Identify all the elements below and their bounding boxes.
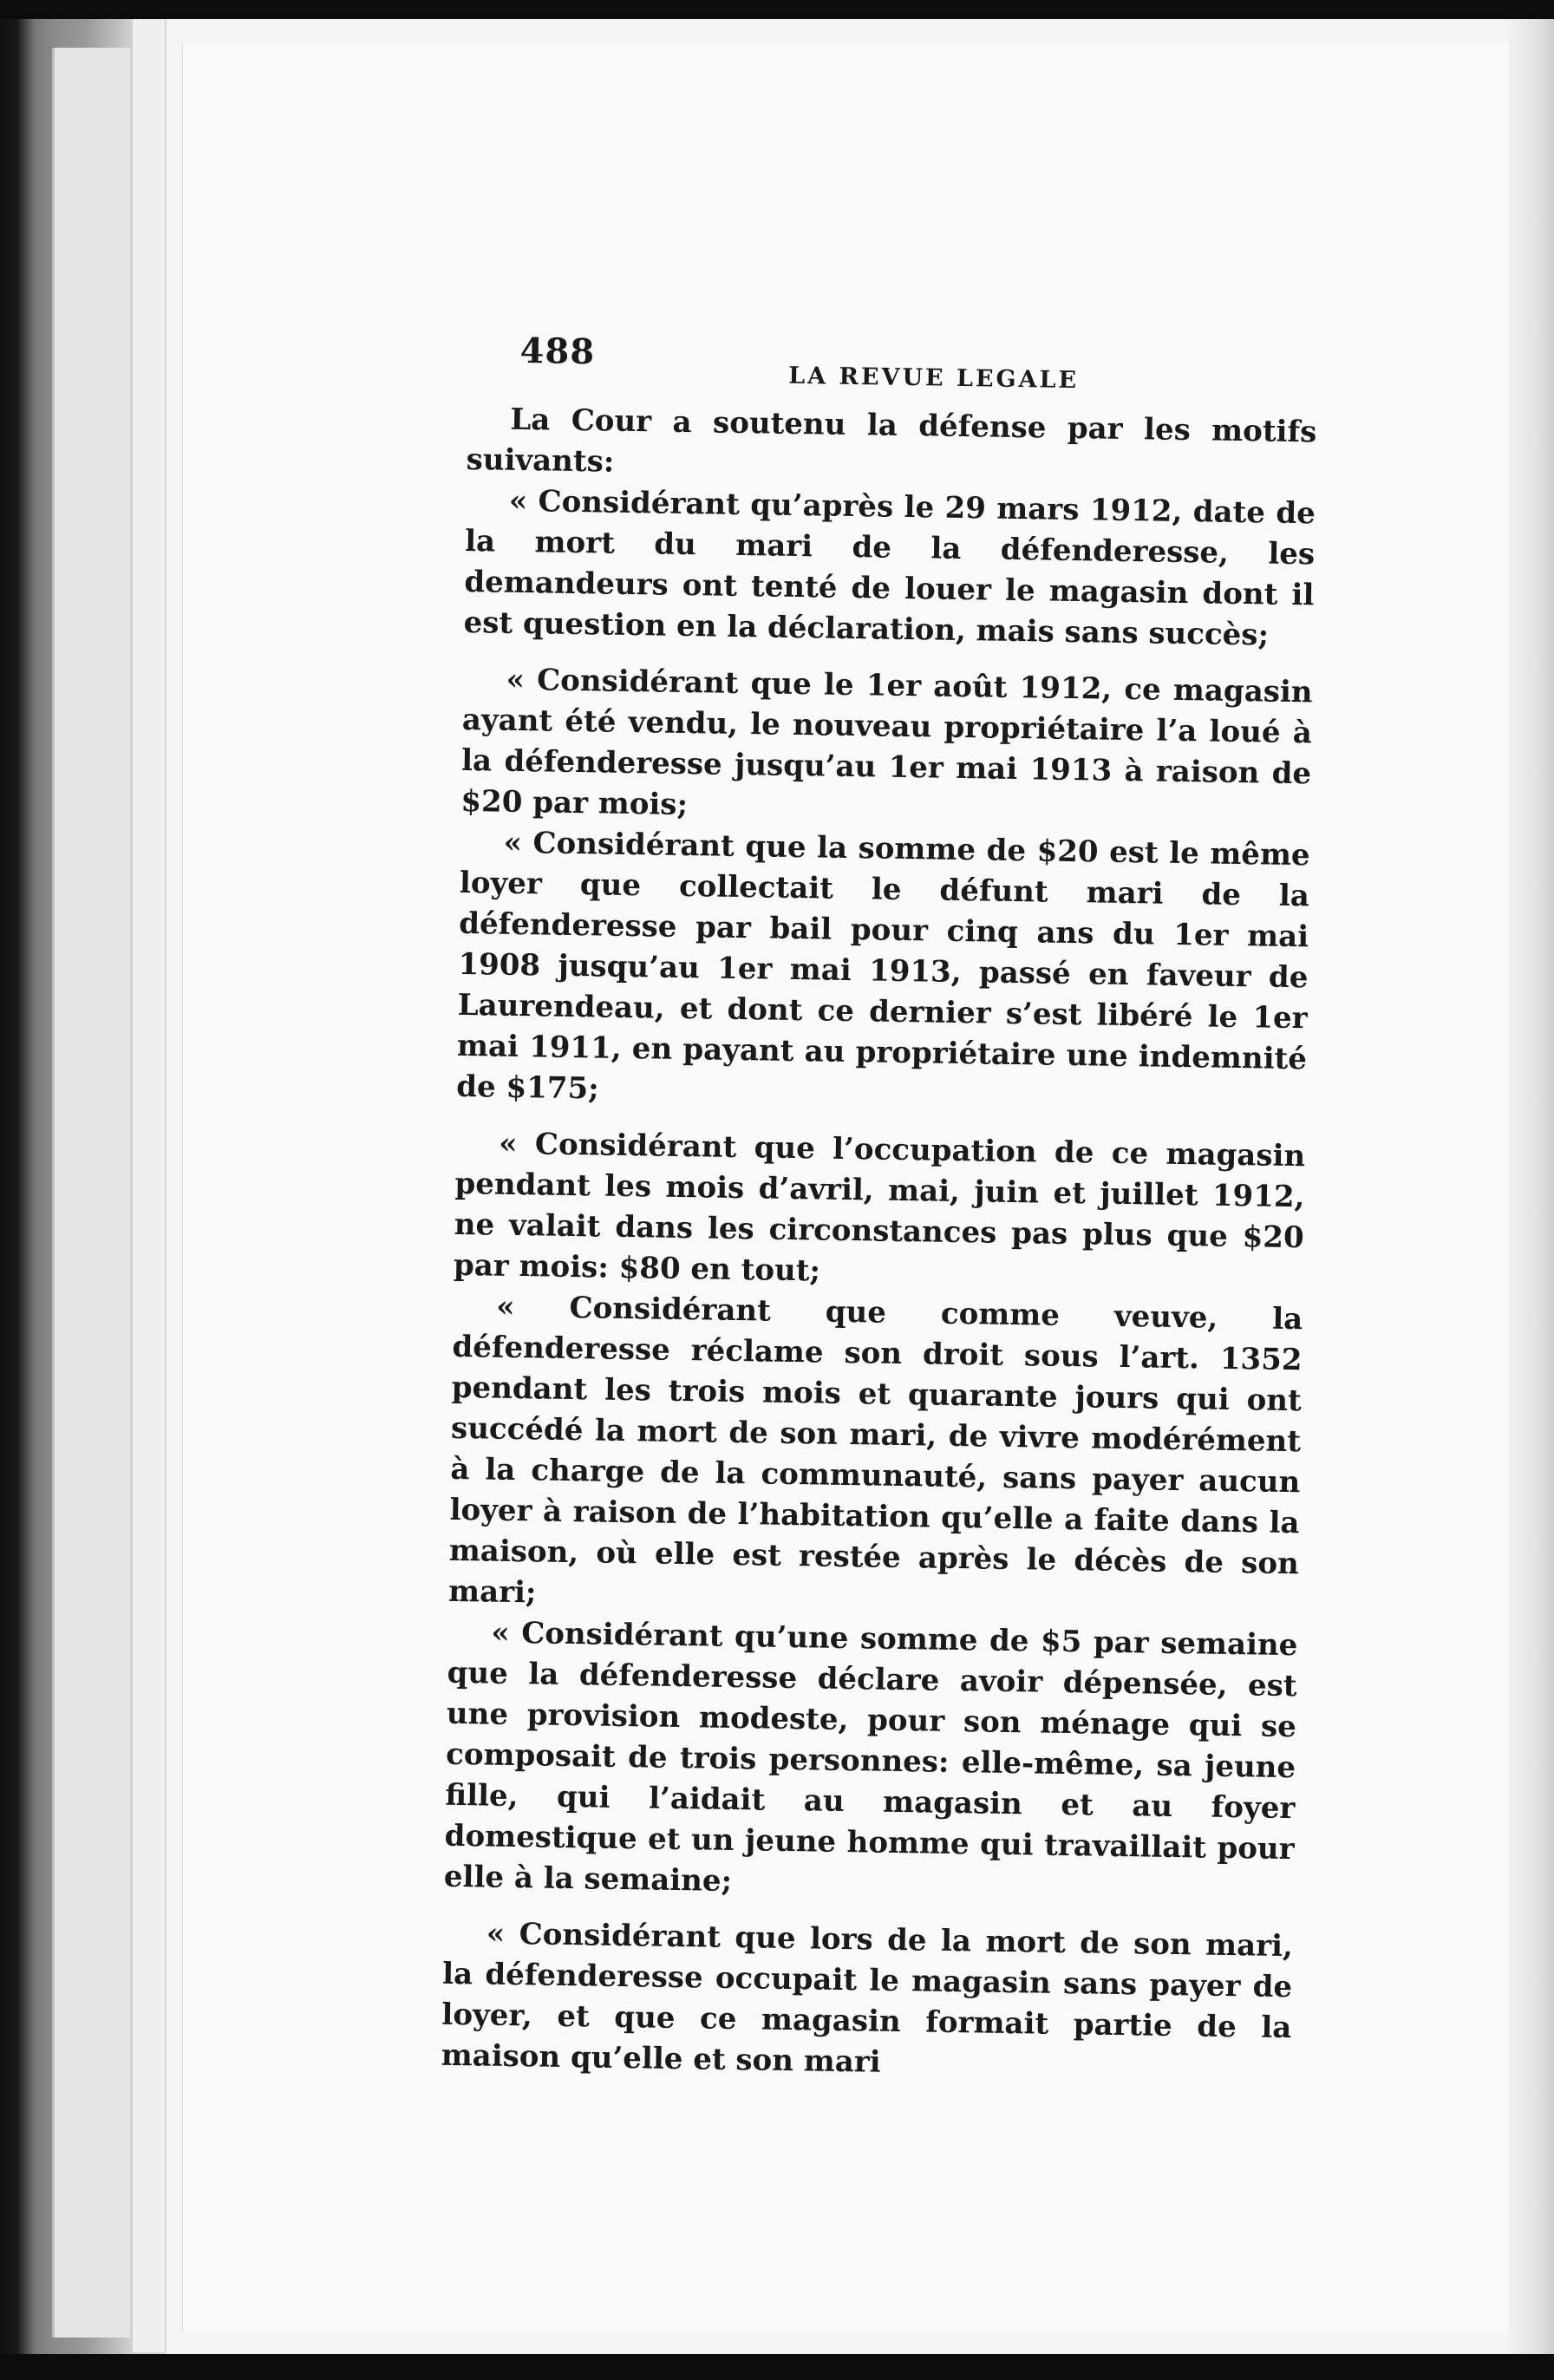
scan-top-border: [0, 0, 1554, 19]
paragraph-considerant-4: « Considérant que l’occupation de ce magasin pendant les mois d’avril, mai, juin et juillet 1912, ne valait dans les circonstances pas plus que $20 par mois: $80 en tout;: [453, 1126, 1306, 1289]
paragraph-considerant-2: « Considérant que le 1er août 1912, ce magasin ayant été vendu, le nouveau propriétaire l’a loué à la défenderesse jusqu’au 1er mai 1913 à raison de $20 par mois;: [460, 662, 1313, 823]
journal-title: LA REVUE LEGALE: [787, 362, 1080, 395]
paragraph-intro: La Cour a soutenu la défense par les motifs suivants:: [466, 402, 1317, 480]
page-number: 488: [519, 330, 596, 373]
page-text-block: [441, 330, 1318, 2089]
paragraph-considerant-6: « Considérant qu’une somme de $5 par semaine que la défenderesse déclare avoir dépensée, est une provision modeste, pour son ménage qui se composait de trois personnes: elle-même, sa jeune fille, qui l’aidait au magasin et au foyer domestique et un jeune homme qui travaillait pour elle à la semaine;: [443, 1615, 1298, 1899]
paragraph-considerant-1: « Considérant qu’après le 29 mars 1912, date de la mort du mari de la défenderesse, les demandeurs ont tenté de louer le magasin dont il est question en la déclaration, mais sans succès;: [463, 483, 1316, 653]
running-head: [467, 330, 1318, 412]
paragraph-considerant-3: « Considérant que la somme de $20 est le même loyer que collectait le défunt mari de la défenderesse par bail pour cinq ans du 1er mai 1908 jusqu’au 1er mai 1913, passé en faveur de Laurendeau, et dont ce dernier s’est libéré le 1er mai 1911, en payant au propriétaire une indemnité de $175;: [455, 825, 1310, 1107]
paragraph-considerant-5: « Considérant que comme veuve, la défenderesse réclame son droit sous l’art. 1352 pendant les trois mois et quarante jours qui ont succédé la mort de son mari, de vivre modérément à la charge de la communauté, sans payer aucun loyer à raison de l’habitation qu’elle a faite dans la maison, où elle est restée après le décès de son mari;: [447, 1289, 1303, 1611]
paragraph-considerant-7: « Considérant que lors de la mort de son mari, la défenderesse occupait le magasin sans payer de loyer, et que ce magasin formait partie de la maison qu’elle et son mari: [441, 1916, 1294, 2080]
page-right-edge: [1509, 0, 1554, 2380]
scan-bottom-border: [0, 2354, 1554, 2380]
